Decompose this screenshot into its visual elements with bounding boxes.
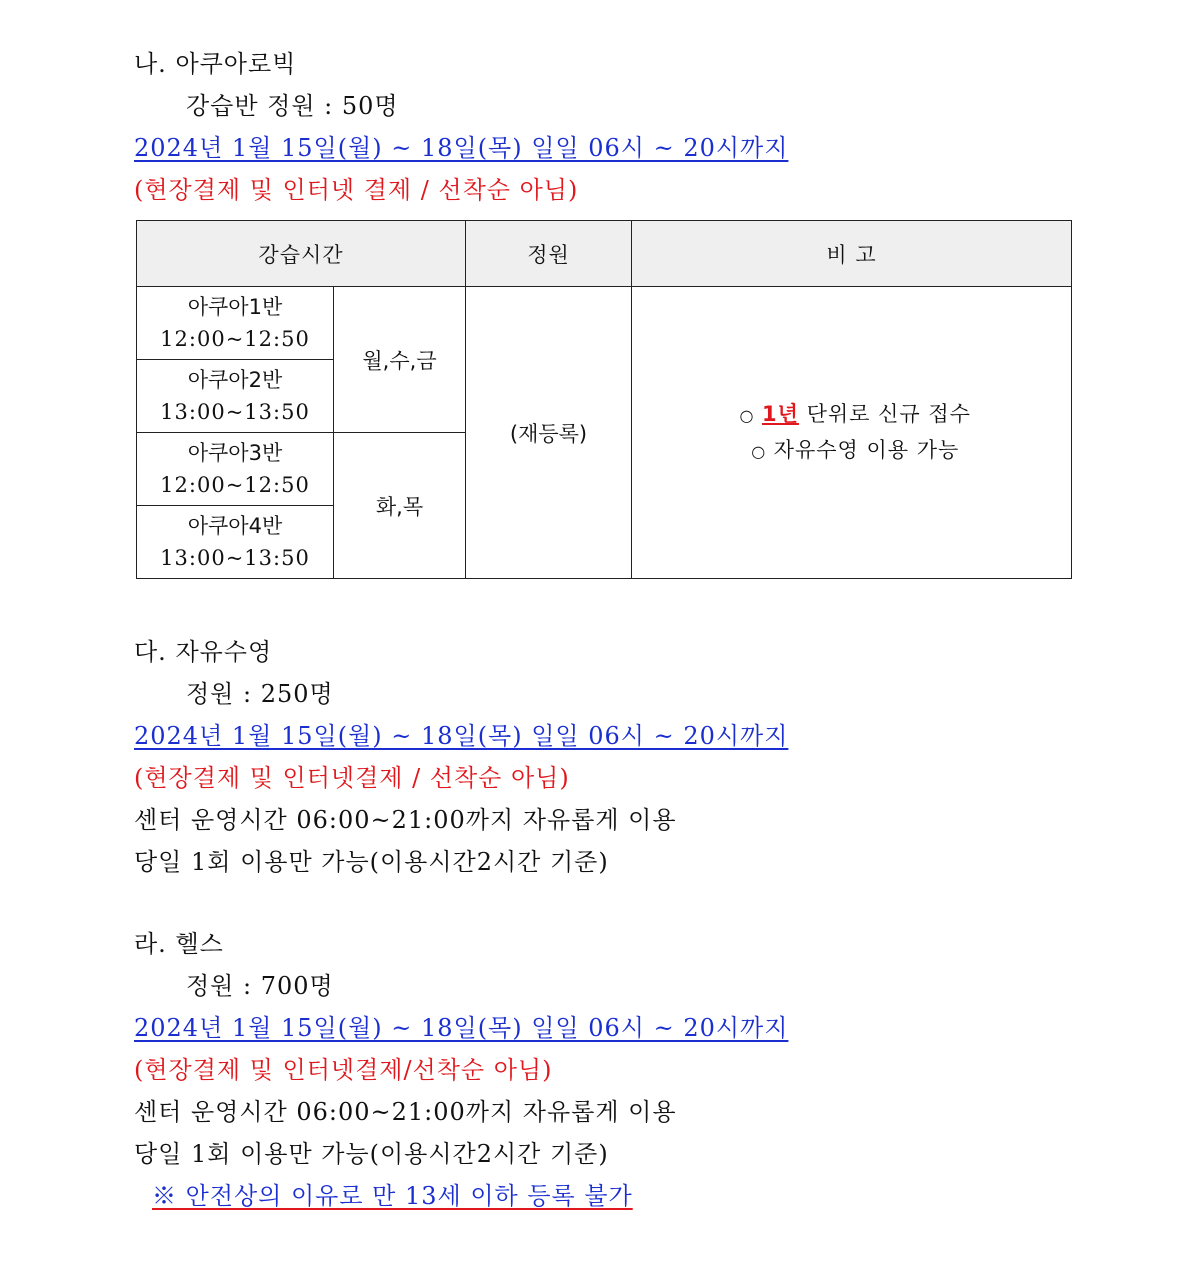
- note-text: 자유수영 이용 가능: [773, 437, 960, 462]
- section-na-heading: 나. 아쿠아로빅: [134, 50, 297, 78]
- header-class-time: 강습시간: [137, 221, 466, 287]
- section-ra-warning: ※ 안전상의 이유로 만 13세 이하 등록 불가: [152, 1182, 633, 1210]
- class-name: 아쿠아4반: [187, 514, 283, 538]
- class-cell-1: [137, 287, 334, 360]
- section-da-heading: 다. 자유수영: [134, 638, 273, 666]
- class-time: 13:00~13:50: [160, 400, 310, 424]
- class-time: 12:00~12:50: [160, 327, 310, 351]
- class-time: 13:00~13:50: [160, 546, 310, 570]
- section-da-capacity: 정원 : 250명: [186, 680, 334, 708]
- note-line-2: [632, 433, 1071, 469]
- header-capacity: 정원: [466, 221, 632, 287]
- days-cell-tt: 화,목: [334, 433, 466, 579]
- class-name: 아쿠아3반: [187, 441, 283, 465]
- class-cell-4: [137, 506, 334, 579]
- section-ra-capacity: 정원 : 700명: [186, 972, 334, 1000]
- note-text: 단위로 신규 접수: [798, 401, 971, 426]
- section-ra-hours: 센터 운영시간 06:00~21:00까지 자유롭게 이용: [134, 1098, 677, 1126]
- table-row: [137, 287, 1072, 360]
- note-line-1: [632, 397, 1071, 433]
- class-cell-3: [137, 433, 334, 506]
- class-name: 아쿠아2반: [187, 368, 283, 392]
- table-header-row: [137, 221, 1072, 287]
- class-time: 12:00~12:50: [160, 473, 310, 497]
- note-highlight: 1년: [762, 401, 799, 426]
- class-name: 아쿠아1반: [187, 295, 283, 319]
- section-ra-limit: 당일 1회 이용만 가능(이용시간2시간 기준): [134, 1140, 609, 1168]
- section-na-capacity: 강습반 정원 : 50명: [186, 92, 399, 120]
- circle-bullet-icon: ○: [751, 441, 767, 461]
- section-da-limit: 당일 1회 이용만 가능(이용시간2시간 기준): [134, 848, 609, 876]
- section-ra-heading: 라. 헬스: [134, 930, 224, 958]
- section-da-payment: (현장결제 및 인터넷결제 / 선착순 아님): [134, 764, 570, 792]
- days-cell-mwf: 월,수,금: [334, 287, 466, 433]
- note-cell: [632, 287, 1072, 579]
- circle-bullet-icon: ○: [739, 405, 755, 425]
- section-na-period: 2024년 1월 15일(월) ~ 18일(목) 일일 06시 ~ 20시까지: [134, 134, 789, 162]
- section-na-payment: (현장결제 및 인터넷 결제 / 선착순 아님): [134, 176, 579, 204]
- class-cell-2: [137, 360, 334, 433]
- section-da-hours: 센터 운영시간 06:00~21:00까지 자유롭게 이용: [134, 806, 677, 834]
- capacity-cell: (재등록): [466, 287, 632, 579]
- section-ra-period: 2024년 1월 15일(월) ~ 18일(목) 일일 06시 ~ 20시까지: [134, 1014, 789, 1042]
- class-schedule-table: [136, 220, 1072, 579]
- section-ra-payment: (현장결제 및 인터넷결제/선착순 아님): [134, 1056, 553, 1084]
- section-da-period: 2024년 1월 15일(월) ~ 18일(목) 일일 06시 ~ 20시까지: [134, 722, 789, 750]
- header-note: 비 고: [632, 221, 1072, 287]
